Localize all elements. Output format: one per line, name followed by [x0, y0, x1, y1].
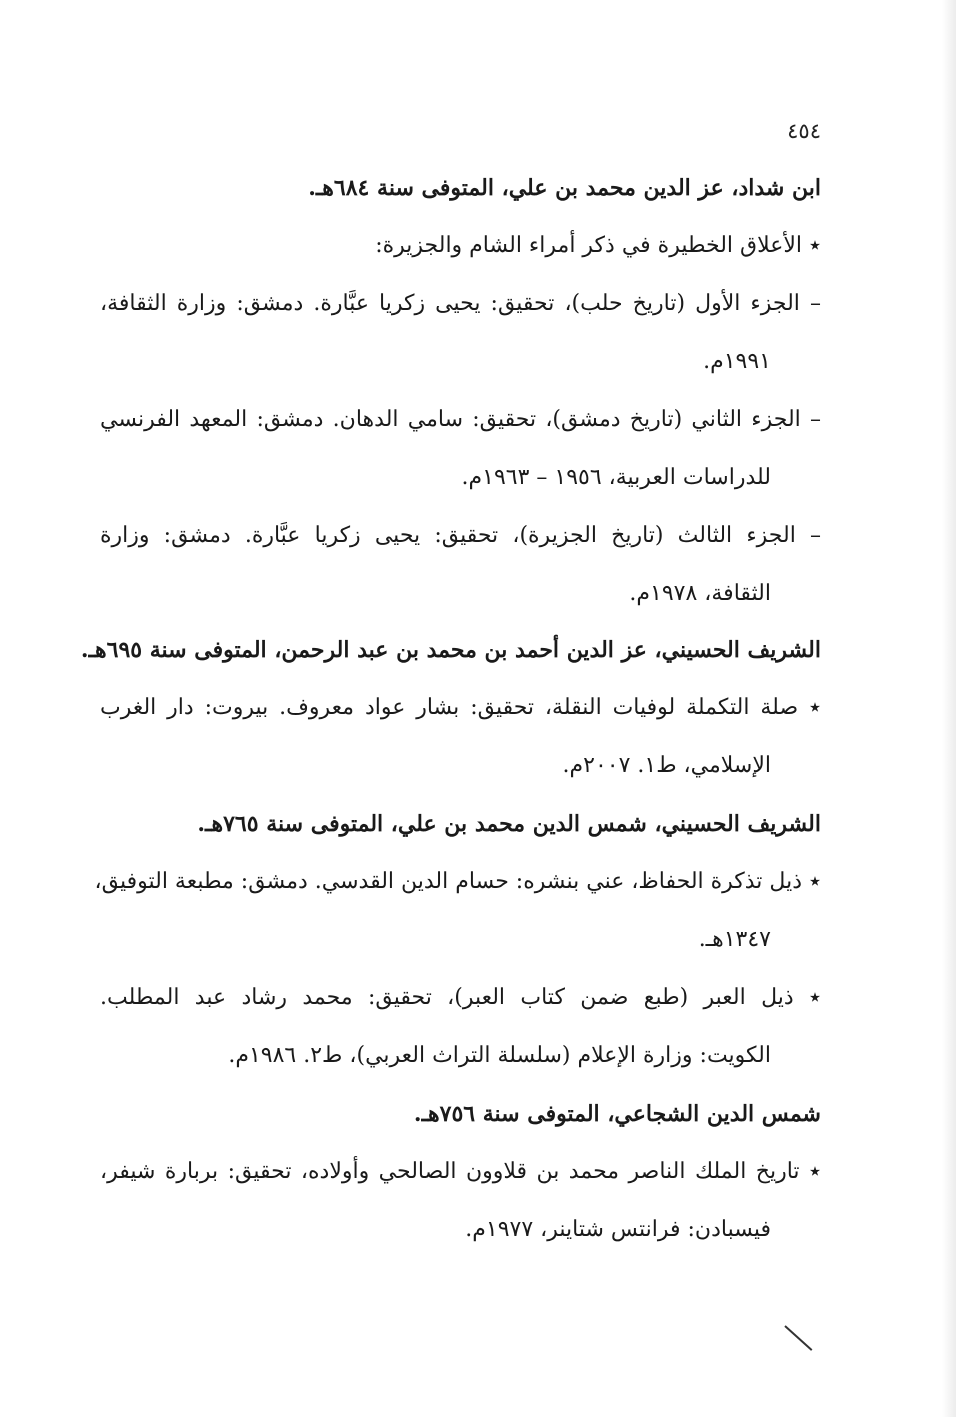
work-part-three: – الجزء الثالث (تاريخ الجزيرة)، تحقيق: يحيى زكريا عبَّارة. دمشق: وزارة — [100, 523, 821, 548]
work-entry-silat-al-takmila-continuation: الإسلامي، ط١. ٢٠٠٧م. — [562, 753, 771, 778]
work-entry-dhayl-tadhkirat-continuation: ١٣٤٧هـ. — [698, 927, 771, 952]
work-part-one: – الجزء الأول (تاريخ حلب)، تحقيق: يحيى زكريا عبَّارة. دمشق: وزارة الثقافة، — [100, 291, 821, 316]
author-heading-ibn-shaddad: ابن شداد، عز الدين محمد بن علي، المتوفى سنة ٦٨٤هـ. — [308, 175, 821, 201]
author-heading-sharif-husayni-izz: الشريف الحسيني، عز الدين أحمد بن محمد بن عبد الرحمن، المتوفى سنة ٦٩٥هـ. — [80, 637, 821, 663]
pen-stroke-mark — [784, 1325, 812, 1351]
work-entry-tarikh-al-malik-continuation: فيسبادن: فرانتس شتاينر، ١٩٧٧م. — [465, 1217, 771, 1242]
work-part-three-continuation: الثقافة، ١٩٧٨م. — [629, 581, 771, 606]
author-heading-sharif-husayni-shams: الشريف الحسيني، شمس الدين محمد بن علي، المتوفى سنة ٧٦٥هـ. — [197, 811, 821, 837]
scan-edge-shadow — [942, 0, 956, 1417]
work-part-two-continuation: للدراسات العربية، ١٩٥٦ – ١٩٦٣م. — [461, 465, 771, 490]
work-entry-dhayl-al-ibar: ٭ ذيل العبر (طبع ضمن كتاب العبر)، تحقيق: محمد رشاد عبد المطلب. — [100, 985, 821, 1010]
author-heading-shujai: شمس الدين الشجاعي، المتوفى سنة ٧٥٦هـ. — [413, 1101, 821, 1127]
page-number: ٤٥٤ — [787, 119, 821, 143]
work-entry-dhayl-al-ibar-continuation: الكويت: وزارة الإعلام (سلسلة التراث العربي)، ط٢. ١٩٨٦م. — [228, 1043, 771, 1068]
work-part-one-continuation: ١٩٩١م. — [703, 349, 771, 374]
work-part-two: – الجزء الثاني (تاريخ دمشق)، تحقيق: سامي الدهان. دمشق: المعهد الفرنسي — [100, 407, 821, 432]
work-entry-silat-al-takmila: ٭ صلة التكملة لوفيات النقلة، تحقيق: بشار عواد معروف. بيروت: دار الغرب — [100, 695, 821, 720]
work-entry-dhayl-tadhkirat: ٭ ذيل تذكرة الحفاظ، عني بنشره: حسام الدين القدسي. دمشق: مطبعة التوفيق، — [94, 869, 821, 894]
work-entry-title: ٭ الأعلاق الخطيرة في ذكر أمراء الشام والجزيرة: — [375, 233, 821, 258]
work-entry-tarikh-al-malik: ٭ تاريخ الملك الناصر محمد بن قلاوون الصالحي وأولاده، تحقيق: بربارة شيفر، — [100, 1159, 821, 1184]
